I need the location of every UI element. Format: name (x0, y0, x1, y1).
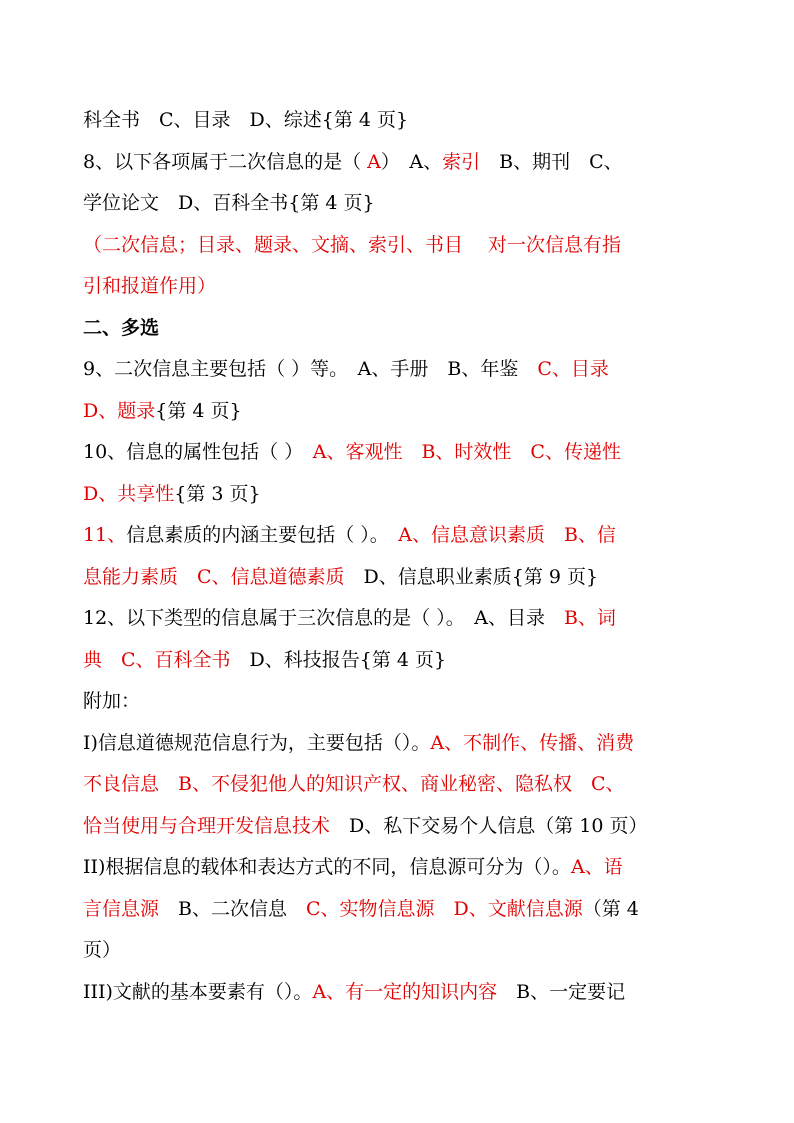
answer-text: D、题录 (83, 399, 156, 422)
text-line (83, 972, 698, 1014)
text-line (83, 557, 698, 599)
answer-text: A、语 (570, 856, 623, 878)
answer-text: 不良信息 B、不侵犯他人的知识产权、商业秘密、隐私权 C、 (83, 773, 625, 795)
answer-text: 息能力素质 C、信息道德素质 (83, 565, 345, 588)
answer-text: 典 C、百科全书 (83, 648, 231, 671)
question-text: 二、多选 (83, 316, 160, 339)
question-text: 附加： (83, 690, 141, 712)
text-line (83, 474, 698, 516)
answer-text: A、客观性 B、时效性 C、传递性 (312, 441, 621, 463)
text-line (83, 681, 698, 723)
text-line (83, 806, 698, 848)
answer-text: （二次信息；目录、题录、文摘、索引、书目 对一次信息有指 (83, 233, 622, 256)
document-body (83, 100, 698, 1013)
question-text: {第 4 页} (155, 399, 242, 422)
question-text: 信息素质的内涵主要包括（ ）。 (126, 524, 399, 546)
text-line (83, 847, 698, 889)
question-text: 页） (83, 939, 122, 961)
answer-text: D、共享性 (83, 482, 175, 505)
text-line (83, 930, 698, 972)
text-line (83, 308, 698, 350)
question-text: （第 4 (582, 897, 639, 920)
answer-text: A (367, 150, 381, 173)
question-text: B、一定要记 (497, 980, 626, 1003)
text-line (83, 889, 698, 931)
answer-text: A、不制作、传播、消费 (430, 731, 635, 754)
question-text: D、科技报告{第 4 页} (230, 648, 447, 671)
text-line (83, 183, 698, 225)
question-text: 10、信息的属性包括（ ） (83, 441, 313, 463)
question-text: {第 3 页} (174, 482, 261, 505)
text-line (83, 100, 698, 142)
text-line (83, 640, 698, 682)
question-text: I)信息道德规范信息行为，主要包括（）。 (83, 731, 431, 754)
answer-text: A、信息意识素质 B、信 (398, 524, 616, 546)
question-text: B、期刊 C、 (480, 150, 623, 173)
answer-text: 恰当使用与合理开发信息技术 (83, 814, 331, 837)
question-text: II)根据信息的载体和表达方式的不同，信息源可分为（）。 (83, 856, 571, 878)
answer-text: B、词 (563, 607, 616, 629)
text-line (83, 432, 698, 474)
text-line (83, 349, 698, 391)
answer-text: 索引 (442, 150, 481, 173)
question-text: 科全书 C、目录 D、综述{第 4 页} (83, 109, 409, 131)
text-line (83, 598, 698, 640)
question-text: 学位论文 D、百科全书{第 4 页} (83, 192, 375, 214)
text-line (83, 391, 698, 433)
answer-text: C、实物信息源 D、文献信息源 (305, 897, 583, 920)
question-text: 9、二次信息主要包括（ ）等。 A、手册 B、年鉴 (83, 358, 538, 380)
answer-text: A、有一定的知识内容 (312, 980, 498, 1003)
question-text: D、私下交易个人信息（第 10 页） (330, 814, 648, 837)
answer-text: C、目录 (537, 358, 609, 380)
question-text: III)文献的基本要素有（）。 (83, 980, 313, 1003)
text-line (83, 266, 698, 308)
answer-text: 引和报道作用） (83, 275, 217, 297)
question-text: ） A、 (380, 150, 443, 173)
text-line (83, 723, 698, 765)
text-line (83, 225, 698, 267)
answer-text: 11、 (83, 524, 127, 546)
answer-text: 言信息源 (83, 897, 160, 920)
question-text: B、二次信息 (159, 897, 306, 920)
text-line (83, 764, 698, 806)
text-line (83, 515, 698, 557)
text-line (83, 142, 698, 184)
question-text: D、信息职业素质{第 9 页} (344, 565, 599, 588)
question-text: 12、以下类型的信息属于三次信息的是（ ）。 A、目录 (83, 607, 564, 629)
question-text: 8、以下各项属于二次信息的是（ (83, 150, 368, 173)
